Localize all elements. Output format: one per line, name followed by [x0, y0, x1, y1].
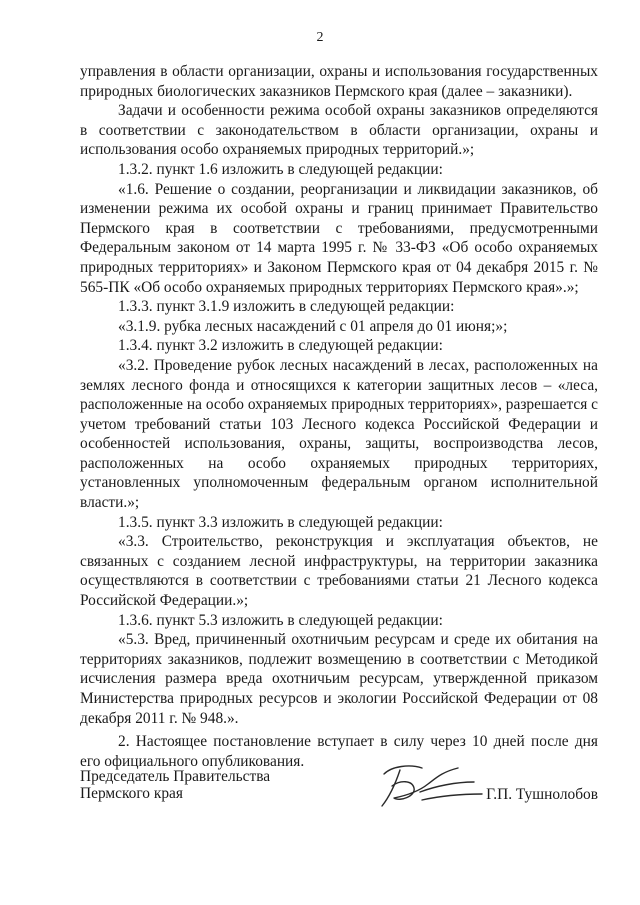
document-body — [80, 62, 598, 771]
amendment-text: «3.3. Строительство, реконструкция и эксплуатация объектов, не связанных с созданием лесной инфраструктуры, на территории заказника осуществляются в соответствии с требованиями статьи 21 Лесного кодекса Российской Федерации.»; — [80, 533, 598, 610]
signer-title-line: Пермского края — [80, 785, 183, 802]
signer-title — [80, 768, 320, 802]
amendment-text: «1.6. Решение о создании, реорганизации и ликвидации заказников, об изменении режима их особой охраны и границ принимает Правительство Пермского края в соответствии с требованиями, предусмотренными Федеральным законом от 14 марта 1995 г. № 33-ФЗ «Об особо охраняемых природных территориях» и Законом Пермского края от 04 декабря 2015 г. № 565-ПК «Об особо охраняемых природных территориях Пермского края».»; — [80, 180, 598, 296]
amendment-heading: 1.3.4. пункт 3.2 изложить в следующей редакции: — [118, 337, 443, 355]
paragraph: управления в области организации, охраны и использования государственных природных биологических заказников Пермского края (далее – заказники). — [80, 63, 598, 100]
amendment-heading: 1.3.3. пункт 3.1.9 изложить в следующей редакции: — [118, 298, 455, 316]
signer-title-line: Председатель Правительства — [80, 768, 271, 785]
amendment-heading: 1.3.2. пункт 1.6 изложить в следующей редакции: — [118, 160, 443, 178]
handwritten-signature-icon — [370, 756, 490, 816]
signature-block — [80, 768, 598, 828]
amendment-heading: 1.3.6. пункт 5.3 изложить в следующей редакции: — [118, 611, 443, 629]
amendment-heading: 1.3.5. пункт 3.3 изложить в следующей редакции: — [118, 513, 443, 531]
signer-name: Г.П. Тушнолобов — [486, 786, 598, 803]
paragraph: Задачи и особенности режима особой охраны заказников определяются в соответствии с законодательством в области организации, охраны и использования особо охраняемых природных территорий.»; — [80, 102, 598, 159]
page-number: 2 — [316, 30, 324, 45]
amendment-text: «3.2. Проведение рубок лесных насаждений в лесах, расположенных на землях лесного фонда и относящихся к категории защитных лесов – «леса, расположенные на особо охраняемых природных территориях», разрешается с учетом требований статьи 103 Лесного кодекса Российской Федерации и особенностей использования, охраны, защиты, воспроизводства лесов, расположенных на особо охраняемых природных территориях, установленных уполномоченным федеральным органом исполнительной власти.»; — [80, 356, 598, 512]
amendment-text: «3.1.9. рубка лесных насаждений с 01 апреля до 01 июня;»; — [118, 317, 508, 335]
effective-date-clause: 2. Настоящее постановление вступает в силу через 10 дней после дня его официального опубликования. — [80, 733, 598, 770]
amendment-text: «5.3. Вред, причиненный охотничьим ресурсам и среде их обитания на территориях заказников, подлежит возмещению в соответствии с Методикой исчисления размера вреда охотничьим ресурсам, утвержденной приказом Министерства природных ресурсов и экологии Российской Федерации от 08 декабря 2011 г. № 948.». — [80, 631, 598, 727]
